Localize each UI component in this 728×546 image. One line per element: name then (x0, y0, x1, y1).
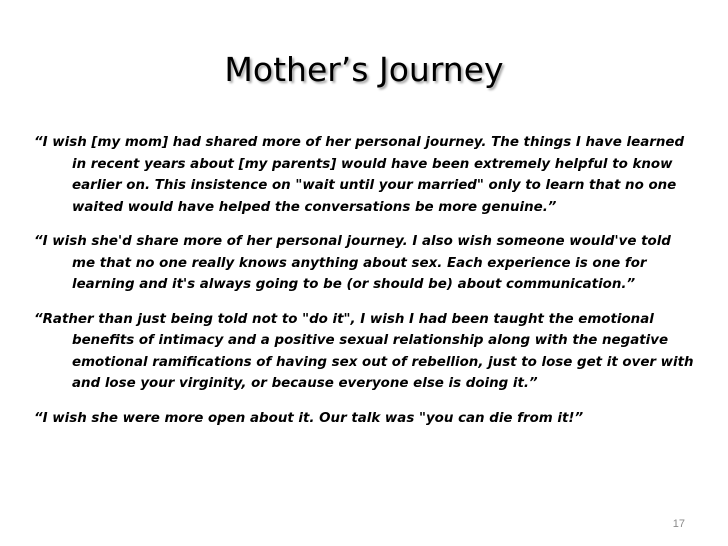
slide-title: Mother’s Journey (224, 50, 504, 89)
quote-item: “I wish [my mom] had shared more of her personal journey. The things I have learned in recent years about [my parents] would have been extremely helpful to know earlier on. This insistence on "wait until your married" only to learn that no one waited would have helped the conversations be more genuine.” (34, 135, 685, 215)
quote-item: “I wish she were more open about it. Our talk was "you can die from it!” (34, 410, 584, 426)
quote-item: “Rather than just being told not to "do it", I wish I had been taught the emotional benefits of intimacy and a positive sexual relationship along with the negative emotional ramifications of having sex out of rebellion, just to lose get it over with and lose your virginity, or because everyone else is doing it.” (34, 311, 694, 391)
quote-item: “I wish she'd share more of her personal journey. I also wish someone would've told me that no one really knows anything about sex. Each experience is one for learning and it's always going to be (or should be) about communication.” (34, 234, 671, 292)
quote-list (34, 132, 694, 442)
page-number: 17 (672, 518, 685, 530)
